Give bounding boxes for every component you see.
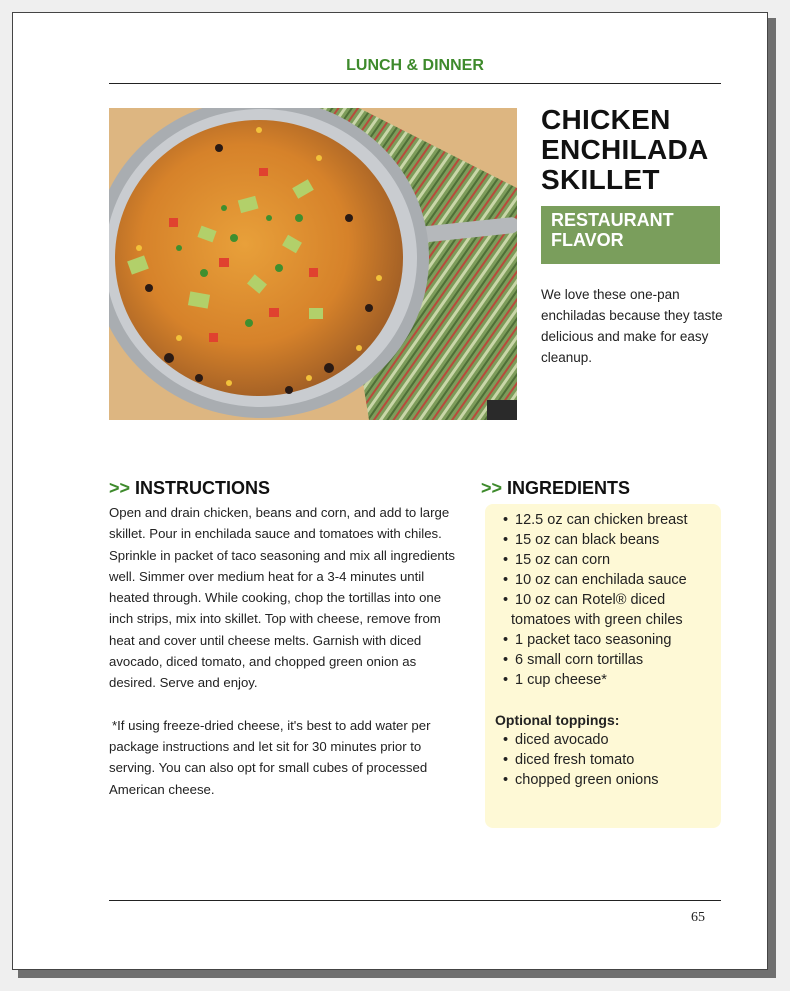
ingredients-heading: [481, 478, 630, 499]
section-heading: LUNCH & DINNER: [346, 57, 484, 74]
optional-toppings-title: Optional toppings:: [495, 712, 620, 728]
recipe-page: [12, 12, 768, 970]
list-item: • chopped green onions: [495, 770, 713, 790]
ingredients-list: [495, 510, 713, 690]
top-divider: [109, 83, 721, 84]
page-number: 65: [691, 910, 705, 925]
list-item: • 10 oz can enchilada sauce: [495, 570, 713, 590]
list-item-continuation: tomatoes with green chiles: [511, 612, 683, 628]
list-item: • 10 oz can Rotel® diced: [495, 590, 713, 610]
recipe-title-line: SKILLET: [541, 164, 660, 195]
badge-line: RESTAURANT: [551, 210, 674, 230]
instructions-heading: [109, 478, 270, 499]
ingredients-box: [485, 504, 721, 828]
instructions-heading-text: INSTRUCTIONS: [135, 478, 271, 498]
optional-toppings-list: [495, 730, 713, 790]
list-item: • diced fresh tomato: [495, 750, 713, 770]
badge-line: FLAVOR: [551, 230, 624, 250]
list-item: • 1 packet taco seasoning: [495, 630, 713, 650]
recipe-intro: We love these one-pan enchiladas because they taste delicious and make for easy cleanup.: [541, 287, 723, 365]
recipe-title-line: ENCHILADA: [541, 134, 709, 165]
ingredients-heading-text: INGREDIENTS: [507, 478, 631, 498]
instructions-body: [109, 502, 461, 821]
list-item: • 15 oz can corn: [495, 550, 713, 570]
list-item: • 12.5 oz can chicken breast: [495, 510, 713, 530]
bottom-divider: [109, 900, 721, 901]
heading-arrow: >>: [109, 478, 131, 498]
flavor-badge: [541, 206, 720, 264]
recipe-title: [541, 105, 731, 195]
list-item: • diced avocado: [495, 730, 713, 750]
list-item: • 6 small corn tortillas: [495, 650, 713, 670]
instructions-note: *If using freeze-dried cheese, it's best to add water per package instructions and let sit for 30 minutes prior to serving. You can also opt for small cubes of processed American cheese.: [109, 717, 431, 797]
heading-arrow: >>: [481, 478, 503, 498]
instructions-paragraph: Open and drain chicken, beans and corn, and add to large skillet. Pour in enchilada sauce and tomatoes with chiles. Sprinkle in packet of taco seasoning and mix all ingredients well. Simmer over medium heat for a 3-4 minutes until heated through. While cooking, chop the tortillas into one inch strips, mix into skillet. Top with cheese, remove from heat and cover until cheese melts. Garnish with diced avocado, diced tomato, and chopped green onion as desired. Serve and enjoy.: [109, 505, 456, 691]
skillet-illustration: [109, 108, 517, 420]
recipe-title-line: CHICKEN: [541, 104, 671, 135]
dish-photo: [109, 108, 517, 420]
list-item: • 15 oz can black beans: [495, 530, 713, 550]
list-item: • 1 cup cheese*: [495, 670, 713, 690]
